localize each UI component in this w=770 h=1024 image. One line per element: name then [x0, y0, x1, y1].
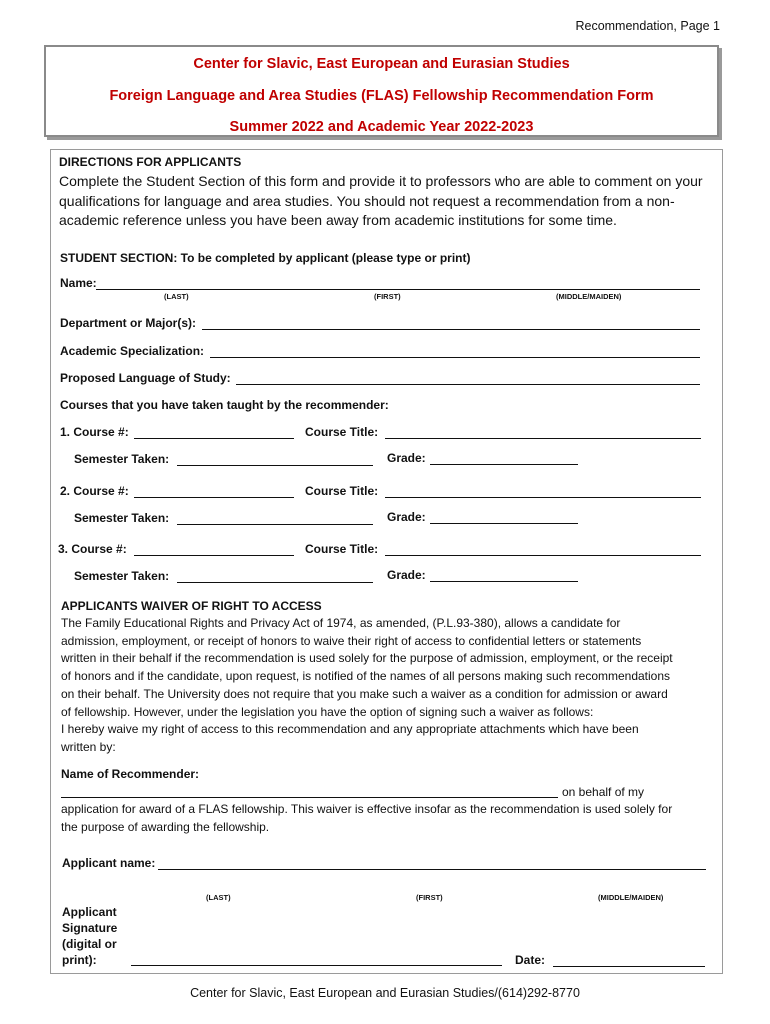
- directions-line: qualifications for language and area studies. You should not request a recommendation from a non-: [59, 192, 675, 209]
- form-title: Foreign Language and Area Studies (FLAS) Fellowship Recommendation Form: [109, 88, 654, 104]
- term-title: Summer 2022 and Academic Year 2022-2023: [229, 119, 534, 135]
- course-3-number-field[interactable]: [134, 543, 294, 556]
- center-title: Center for Slavic, East European and Eurasian Studies: [193, 56, 570, 72]
- waiver-line: of honors and if the candidate, upon request, is notified of the names of all persons making such recommendations: [61, 669, 671, 684]
- waiver-line: of fellowship. However, under the legislation you have the option of signing such a waiver as follows:: [61, 704, 594, 719]
- course-3-grade-label: Grade:: [387, 568, 426, 582]
- course-3-title-label: Course Title:: [305, 542, 379, 556]
- course-2-title-label: Course Title:: [305, 484, 379, 498]
- effective-line: application for award of a FLAS fellowship. This waiver is effective insofar as the recommendation is used solely for: [61, 802, 673, 816]
- signature-label-line: Signature: [62, 921, 118, 935]
- waiver-line: written in their behalf if the recommendation is used solely for the purpose of admission, employment, or the receipt: [61, 651, 673, 666]
- course-2-number-field[interactable]: [134, 485, 294, 498]
- effective-text: [61, 801, 721, 836]
- name-sub-first: (FIRST): [374, 292, 401, 301]
- applicant-sub-first: (FIRST): [416, 893, 443, 902]
- applicant-sub-middle: (MIDDLE/MAIDEN): [598, 893, 664, 902]
- footer: Center for Slavic, East European and Eurasian Studies/(614)292-8770: [190, 986, 580, 1000]
- course-2-semester-field[interactable]: [177, 512, 373, 525]
- course-2-semester-label: Semester Taken:: [74, 511, 170, 525]
- waiver-line: The Family Educational Rights and Privacy Act of 1974, as amended, (P.L.93-380), allows a candidate for: [61, 616, 621, 630]
- waiver-text: [61, 615, 721, 757]
- name-field[interactable]: [96, 277, 700, 290]
- directions-heading: DIRECTIONS FOR APPLICANTS: [59, 155, 242, 169]
- specialization-field[interactable]: [210, 345, 700, 358]
- recommender-field[interactable]: [61, 785, 558, 798]
- behalf-text: on behalf of my: [562, 785, 645, 799]
- title-box: [44, 45, 719, 137]
- course-3-label: 3. Course #:: [58, 542, 127, 556]
- waiver-line: on their behalf. The University does not require that you make such a waiver as a condition for admission or award: [61, 686, 668, 701]
- applicant-sub-last: (LAST): [206, 893, 231, 902]
- student-section-heading: STUDENT SECTION: To be completed by applicant (please type or print): [60, 251, 471, 265]
- course-1-semester-field[interactable]: [177, 453, 373, 466]
- course-1-title-label: Course Title:: [305, 425, 379, 439]
- specialization-label: Academic Specialization:: [60, 344, 205, 358]
- language-label: Proposed Language of Study:: [60, 371, 231, 385]
- name-label: Name:: [60, 276, 97, 290]
- page-header: Recommendation, Page 1: [575, 19, 720, 33]
- date-label: Date:: [515, 953, 546, 967]
- signature-label: [62, 904, 117, 968]
- waiver-line: admission, employment, or receipt of honors to waive their right of access to confidential letters or statements: [61, 633, 642, 648]
- department-label: Department or Major(s):: [60, 316, 197, 330]
- course-3-grade-field[interactable]: [430, 569, 578, 582]
- waiver-line: written by:: [61, 739, 116, 754]
- directions-text: [59, 172, 719, 231]
- signature-label-line: (digital or: [62, 937, 117, 951]
- recommender-label: Name of Recommender:: [61, 767, 200, 781]
- signature-label-line: Applicant: [62, 905, 117, 919]
- waiver-line: I hereby waive my right of access to this recommendation and any appropriate attachments which have been: [61, 722, 639, 737]
- course-3-semester-label: Semester Taken:: [74, 569, 170, 583]
- course-1-grade-field[interactable]: [430, 452, 578, 465]
- applicant-name-field[interactable]: [158, 857, 706, 870]
- effective-line: the purpose of awarding the fellowship.: [61, 819, 270, 834]
- language-field[interactable]: [236, 372, 700, 385]
- course-2-label: 2. Course #:: [60, 484, 129, 498]
- waiver-heading: APPLICANTS WAIVER OF RIGHT TO ACCESS: [61, 599, 322, 613]
- course-1-number-field[interactable]: [134, 426, 294, 439]
- signature-label-line: print):: [62, 953, 97, 967]
- course-3-title-field[interactable]: [385, 543, 701, 556]
- date-field[interactable]: [553, 954, 705, 967]
- course-2-grade-label: Grade:: [387, 510, 426, 524]
- courses-heading: Courses that you have taken taught by the recommender:: [60, 398, 389, 412]
- course-2-grade-field[interactable]: [430, 511, 578, 524]
- course-1-title-field[interactable]: [385, 426, 701, 439]
- directions-line: Complete the Student Section of this form and provide it to professors who are able to comment on your: [59, 173, 703, 189]
- course-1-label: 1. Course #:: [60, 425, 129, 439]
- name-sub-last: (LAST): [164, 292, 189, 301]
- course-2-title-field[interactable]: [385, 485, 701, 498]
- department-field[interactable]: [202, 317, 700, 330]
- course-1-semester-label: Semester Taken:: [74, 452, 170, 466]
- signature-field[interactable]: [131, 953, 502, 966]
- name-sub-middle: (MIDDLE/MAIDEN): [556, 292, 622, 301]
- course-3-semester-field[interactable]: [177, 570, 373, 583]
- course-1-grade-label: Grade:: [387, 451, 426, 465]
- applicant-name-label: Applicant name:: [62, 856, 156, 870]
- directions-line: academic reference unless you have been away from academic institutions for some time.: [59, 212, 617, 228]
- form-body-box: [50, 149, 723, 974]
